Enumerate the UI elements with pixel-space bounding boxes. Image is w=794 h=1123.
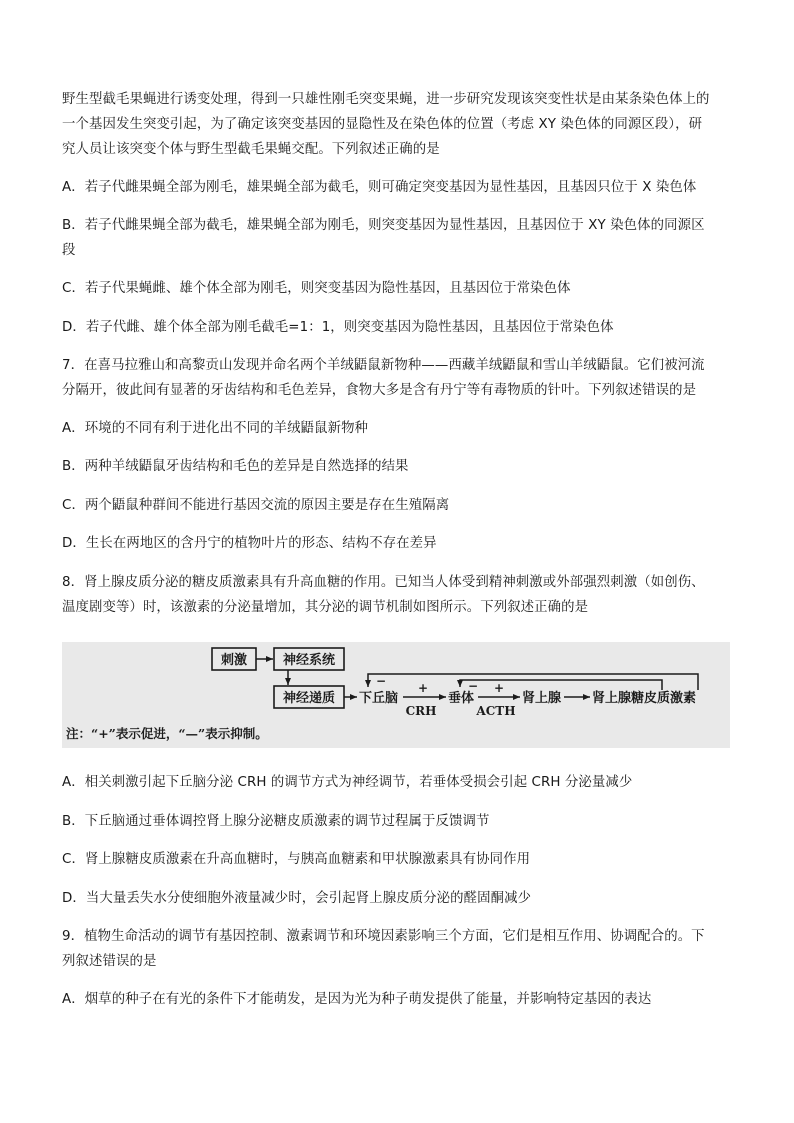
plus-sign-1: + <box>417 681 429 695</box>
q8-option-c: C．肾上腺糖皮质激素在升高血糖时，与胰高血糖素和甲状腺激素具有协同作用 <box>62 852 531 867</box>
q6-stem-line-2: 一个基因发生突变引起，为了确定该突变基因的显隐性及在染色体的位置（考虑 XY 染色体的同源区段），研 <box>62 117 703 132</box>
q6-option-b-cont: 段 <box>62 243 76 258</box>
stimulus-label: 刺激 <box>220 653 248 668</box>
q8-option-b: B．下丘脑通过垂体调控肾上腺分泌糖皮质激素的调节过程属于反馈调节 <box>62 814 490 829</box>
hypothalamus-label: 下丘脑 <box>359 691 399 706</box>
q7-option-d: D．生长在两地区的含丹宁的植物叶片的形态、结构不存在差异 <box>62 536 437 551</box>
q6-stem-line-3: 究人员让该突变个体与野生型截毛果蝇交配。下列叙述正确的是 <box>62 142 440 157</box>
feedback-to-pituitary <box>460 680 662 690</box>
q6-option-c: C．若子代果蝇雌、雄个体全部为刚毛，则突变基因为隐性基因，且基因位于常染色体 <box>62 281 571 296</box>
neurotransmitter-label: 神经递质 <box>282 691 336 706</box>
pituitary-label: 垂体 <box>448 691 475 706</box>
q6-option-d: D．若子代雌、雄个体全部为刚毛截毛=1：1，则突变基因为隐性基因，且基因位于常染色体 <box>62 320 614 335</box>
nervous-system-label: 神经系统 <box>282 653 336 668</box>
q7-option-c: C．两个鼯鼠种群间不能进行基因交流的原因主要是存在生殖隔离 <box>62 498 450 513</box>
q6-option-b: B．若子代雌果蝇全部为截毛，雄果蝇全部为刚毛，则突变基因为显性基因，且基因位于 XY 染色体的同源区 <box>62 218 705 233</box>
adrenal-label: 肾上腺 <box>522 691 562 706</box>
q8-stem-line-1: 8．肾上腺皮质分泌的糖皮质激素具有升高血糖的作用。已知当人体受到精神刺激或外部强烈刺激（如创伤、 <box>62 575 705 590</box>
minus-sign-2: − <box>468 679 479 693</box>
q9-stem-line-2: 列叙述错误的是 <box>62 954 157 969</box>
minus-sign-1: − <box>376 674 387 688</box>
q6-stem-line-1: 野生型截毛果蝇进行诱变处理，得到一只雄性刚毛突变果蝇，进一步研究发现该突变性状是由某条染色体上的 <box>62 92 710 107</box>
regulation-diagram <box>62 642 730 748</box>
crh-label: CRH <box>405 704 437 718</box>
q8-stem-line-2: 温度剧变等）时，该激素的分泌量增加，其分泌的调节机制如图所示。下列叙述正确的是 <box>62 600 589 615</box>
hormone-label: 肾上腺糖皮质激素 <box>592 691 697 706</box>
q7-stem-line-2: 分隔开，彼此间有显著的牙齿结构和毛色差异，食物大多是含有丹宁等有毒物质的针叶。下列叙述错误的是 <box>62 383 697 398</box>
diagram-note: 注：“+”表示促进，“—”表示抑制。 <box>66 726 268 741</box>
q8-option-d: D．当大量丢失水分使细胞外液量减少时，会引起肾上腺皮质分泌的醛固酮减少 <box>62 891 532 906</box>
q9-stem-line-1: 9．植物生命活动的调节有基因控制、激素调节和环境因素影响三个方面，它们是相互作用、协调配合的。下 <box>62 929 705 944</box>
q7-option-a: A．环境的不同有利于进化出不同的羊绒鼯鼠新物种 <box>62 421 369 436</box>
q7-stem-line-1: 7．在喜马拉雅山和高黎贡山发现并命名两个羊绒鼯鼠新物种——西藏羊绒鼯鼠和雪山羊绒鼯鼠。它们被河流 <box>62 358 705 373</box>
plus-sign-2: + <box>493 681 505 695</box>
q6-option-a: A．若子代雌果蝇全部为刚毛，雄果蝇全部为截毛，则可确定突变基因为显性基因，且基因只位于 X 染色体 <box>62 180 697 195</box>
q8-option-a: A．相关刺激引起下丘脑分泌 CRH 的调节方式为神经调节，若垂体受损会引起 CRH 分泌量减少 <box>62 775 633 790</box>
q9-option-a: A．烟草的种子在有光的条件下才能萌发，是因为光为种子萌发提供了能量，并影响特定基因的表达 <box>62 992 652 1007</box>
acth-label: ACTH <box>476 704 516 718</box>
q7-option-b: B．两种羊绒鼯鼠牙齿结构和毛色的差异是自然选择的结果 <box>62 459 409 474</box>
